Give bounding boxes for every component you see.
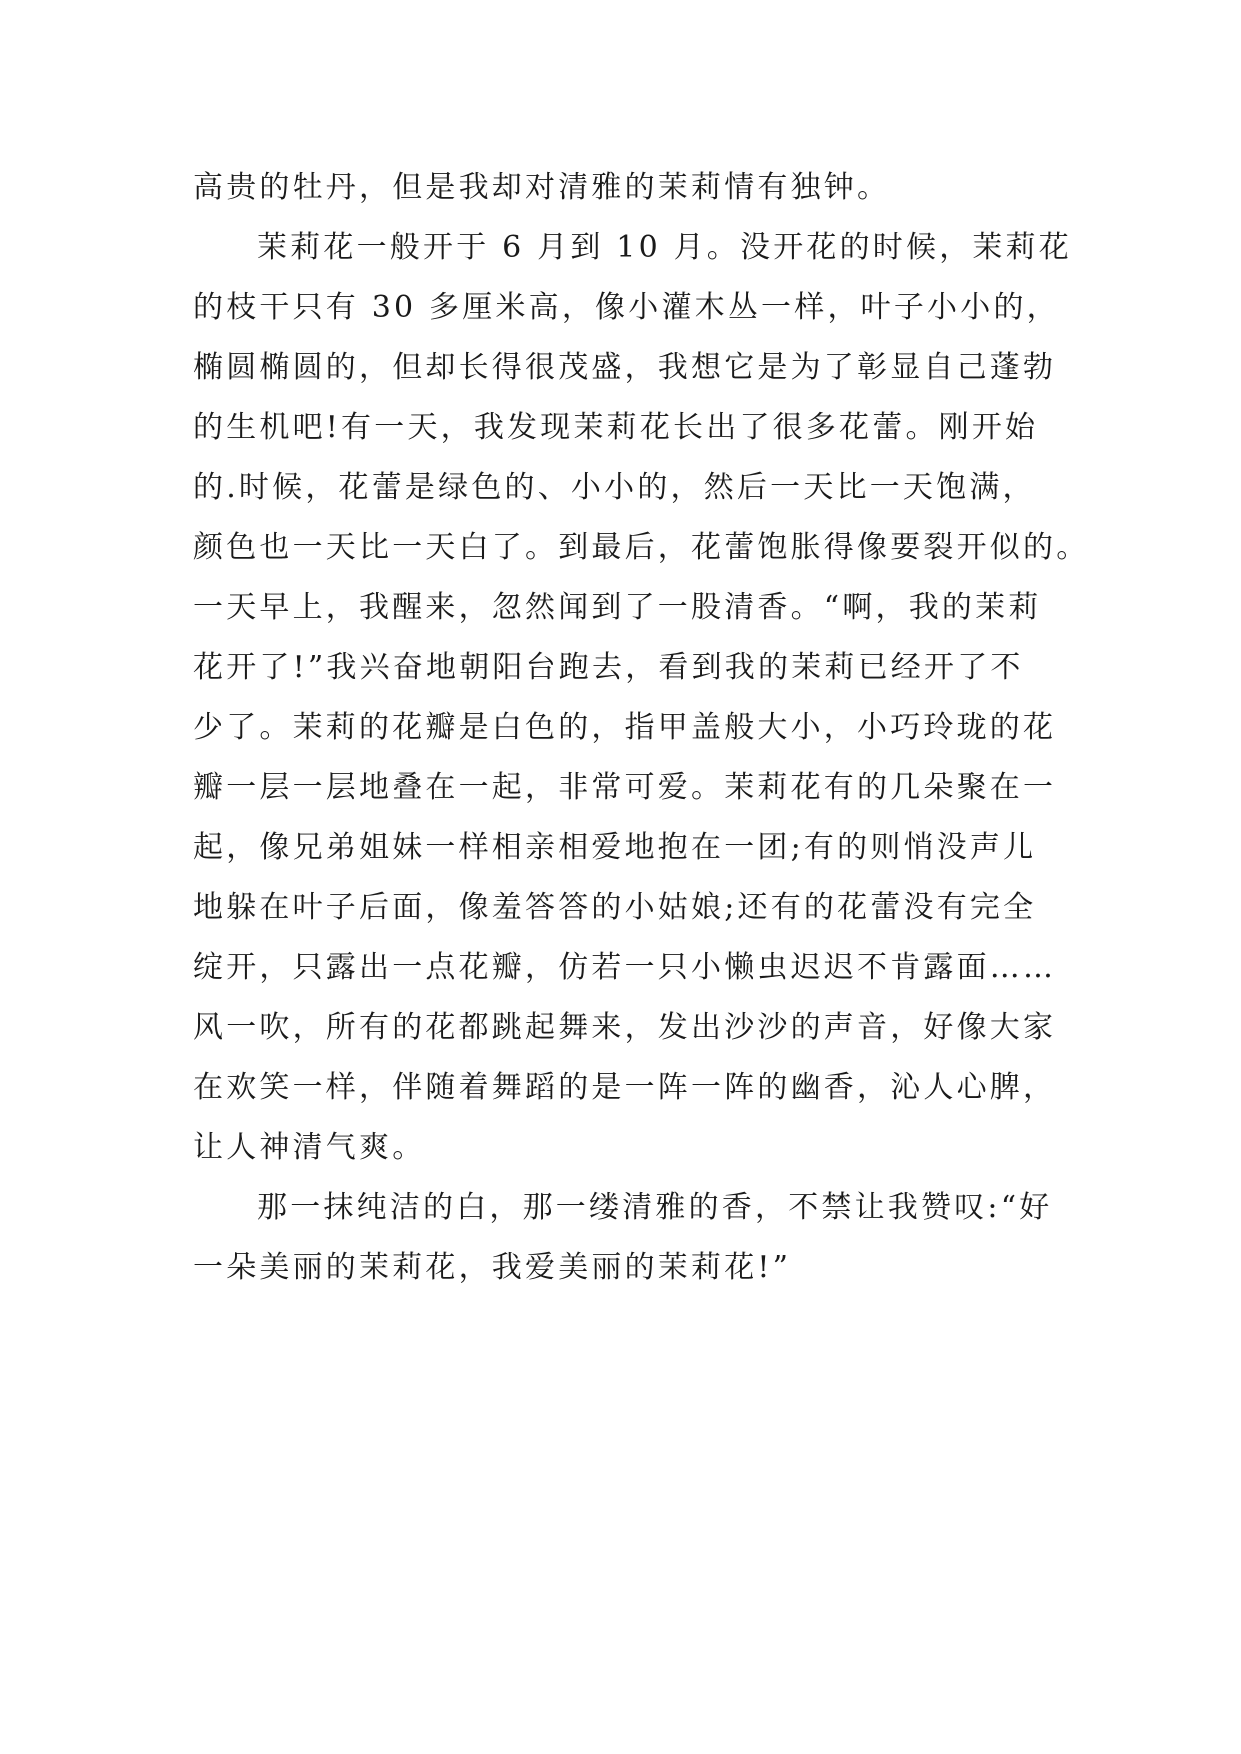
text-line: 少了。茉莉的花瓣是白色的，指甲盖般大小，小巧玲珑的花 (193, 710, 1057, 745)
text-line: 茉莉花一般开于 6 月到 10 月。没开花的时候，茉莉花 (257, 230, 1073, 265)
text-line: 颜色也一天比一天白了。到最后，花蕾饱胀得像要裂开似的。 (193, 530, 1090, 565)
text-line: 瓣一层一层地叠在一起，非常可爱。茉莉花有的几朵聚在一 (193, 770, 1057, 805)
text-line: 椭圆椭圆的，但却长得很茂盛，我想它是为了彰显自己蓬勃 (193, 350, 1057, 385)
paragraph-1 (193, 158, 1073, 218)
paragraph-3 (193, 1178, 1073, 1298)
text-line: 在欢笑一样，伴随着舞蹈的是一阵一阵的幽香，沁人心脾， (193, 1070, 1057, 1105)
text-line: 风一吹，所有的花都跳起舞来，发出沙沙的声音，好像大家 (193, 1010, 1057, 1045)
text-line: 一朵美丽的茉莉花，我爱美丽的茉莉花!” (193, 1250, 792, 1285)
text-line: 让人神清气爽。 (193, 1130, 426, 1165)
text-line: 的生机吧!有一天，我发现茉莉花长出了很多花蕾。刚开始 (193, 410, 1039, 445)
text-line: 地躲在叶子后面，像羞答答的小姑娘;还有的花蕾没有完全 (193, 890, 1037, 925)
text-line: 花开了!”我兴奋地朝阳台跑去，看到我的茉莉已经开了不 (193, 650, 1024, 685)
text-line: 的枝干只有 30 多厘米高，像小灌木丛一样，叶子小小的， (193, 290, 1060, 325)
text-line: 那一抹纯洁的白，那一缕清雅的香，不禁让我赞叹:“好 (257, 1190, 1053, 1225)
paragraph-2 (193, 218, 1090, 1178)
text-line: 高贵的牡丹，但是我却对清雅的茉莉情有独钟。 (193, 170, 891, 205)
text-line: 绽开，只露出一点花瓣，仿若一只小懒虫迟迟不肯露面…… (193, 950, 1057, 985)
text-line: 一天早上，我醒来，忽然闻到了一股清香。“啊，我的茉莉 (193, 590, 1042, 625)
essay-body (193, 158, 1090, 1298)
text-line: 起，像兄弟姐妹一样相亲相爱地抱在一团;有的则悄没声儿 (193, 830, 1037, 865)
text-line: 的.时候，花蕾是绿色的、小小的，然后一天比一天饱满， (193, 470, 1036, 505)
